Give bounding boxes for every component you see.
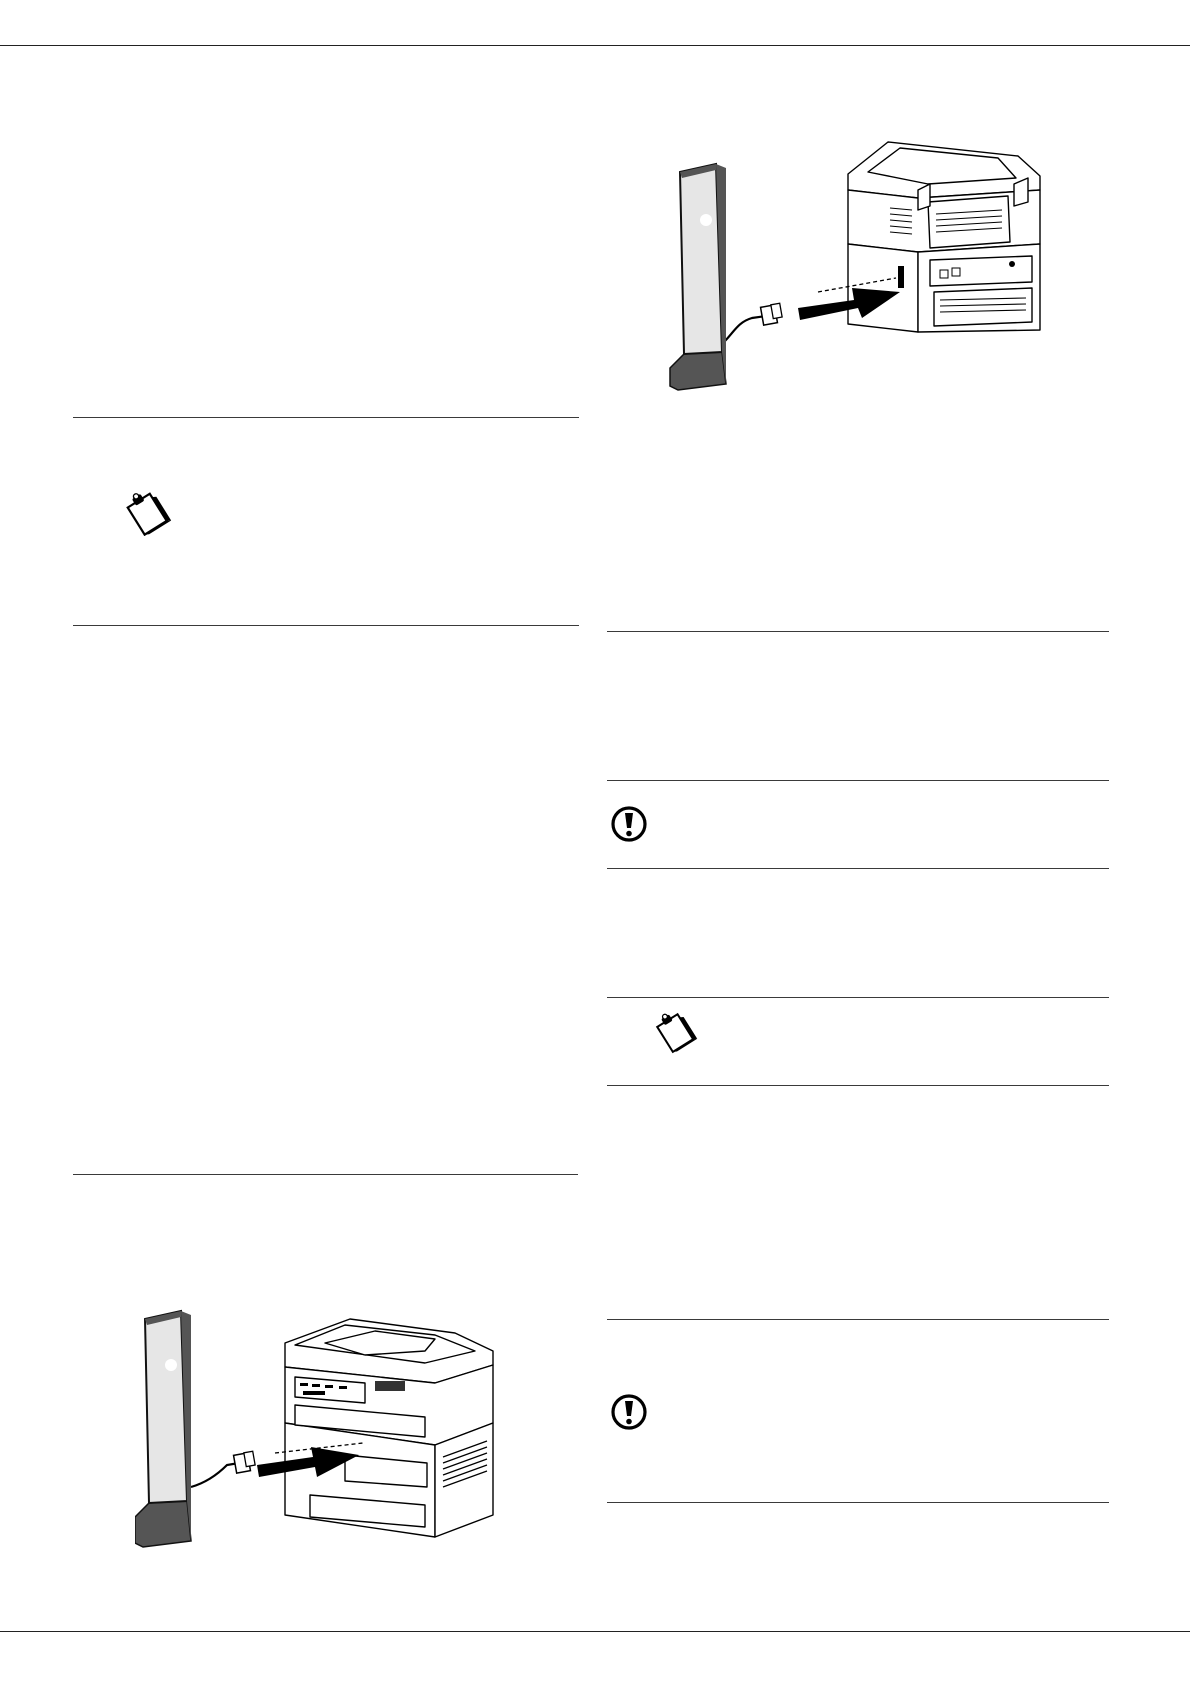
right-note-top-rule bbox=[607, 997, 1109, 998]
left-note-top-rule bbox=[73, 417, 579, 418]
exclamation-warning-icon-2 bbox=[610, 1393, 648, 1431]
right-warning2-bottom-rule bbox=[607, 1502, 1109, 1503]
page-header-rule bbox=[0, 45, 1190, 46]
usb-front-connection-illustration bbox=[135, 1305, 500, 1555]
left-note-bottom-rule bbox=[73, 625, 579, 626]
left-section-rule bbox=[73, 1174, 578, 1175]
clipboard-note-icon bbox=[122, 488, 172, 536]
usb-rear-connection-illustration bbox=[668, 132, 1048, 392]
clipboard-note-icon-2 bbox=[652, 1008, 698, 1054]
right-note-bottom-rule bbox=[607, 1085, 1109, 1086]
right-warning-top-rule bbox=[607, 780, 1109, 781]
page-footer-rule bbox=[0, 1631, 1190, 1632]
right-warning-bottom-rule bbox=[607, 868, 1109, 869]
exclamation-warning-icon bbox=[610, 805, 648, 843]
right-warning2-top-rule bbox=[607, 1319, 1109, 1320]
right-rule-1 bbox=[607, 631, 1109, 632]
